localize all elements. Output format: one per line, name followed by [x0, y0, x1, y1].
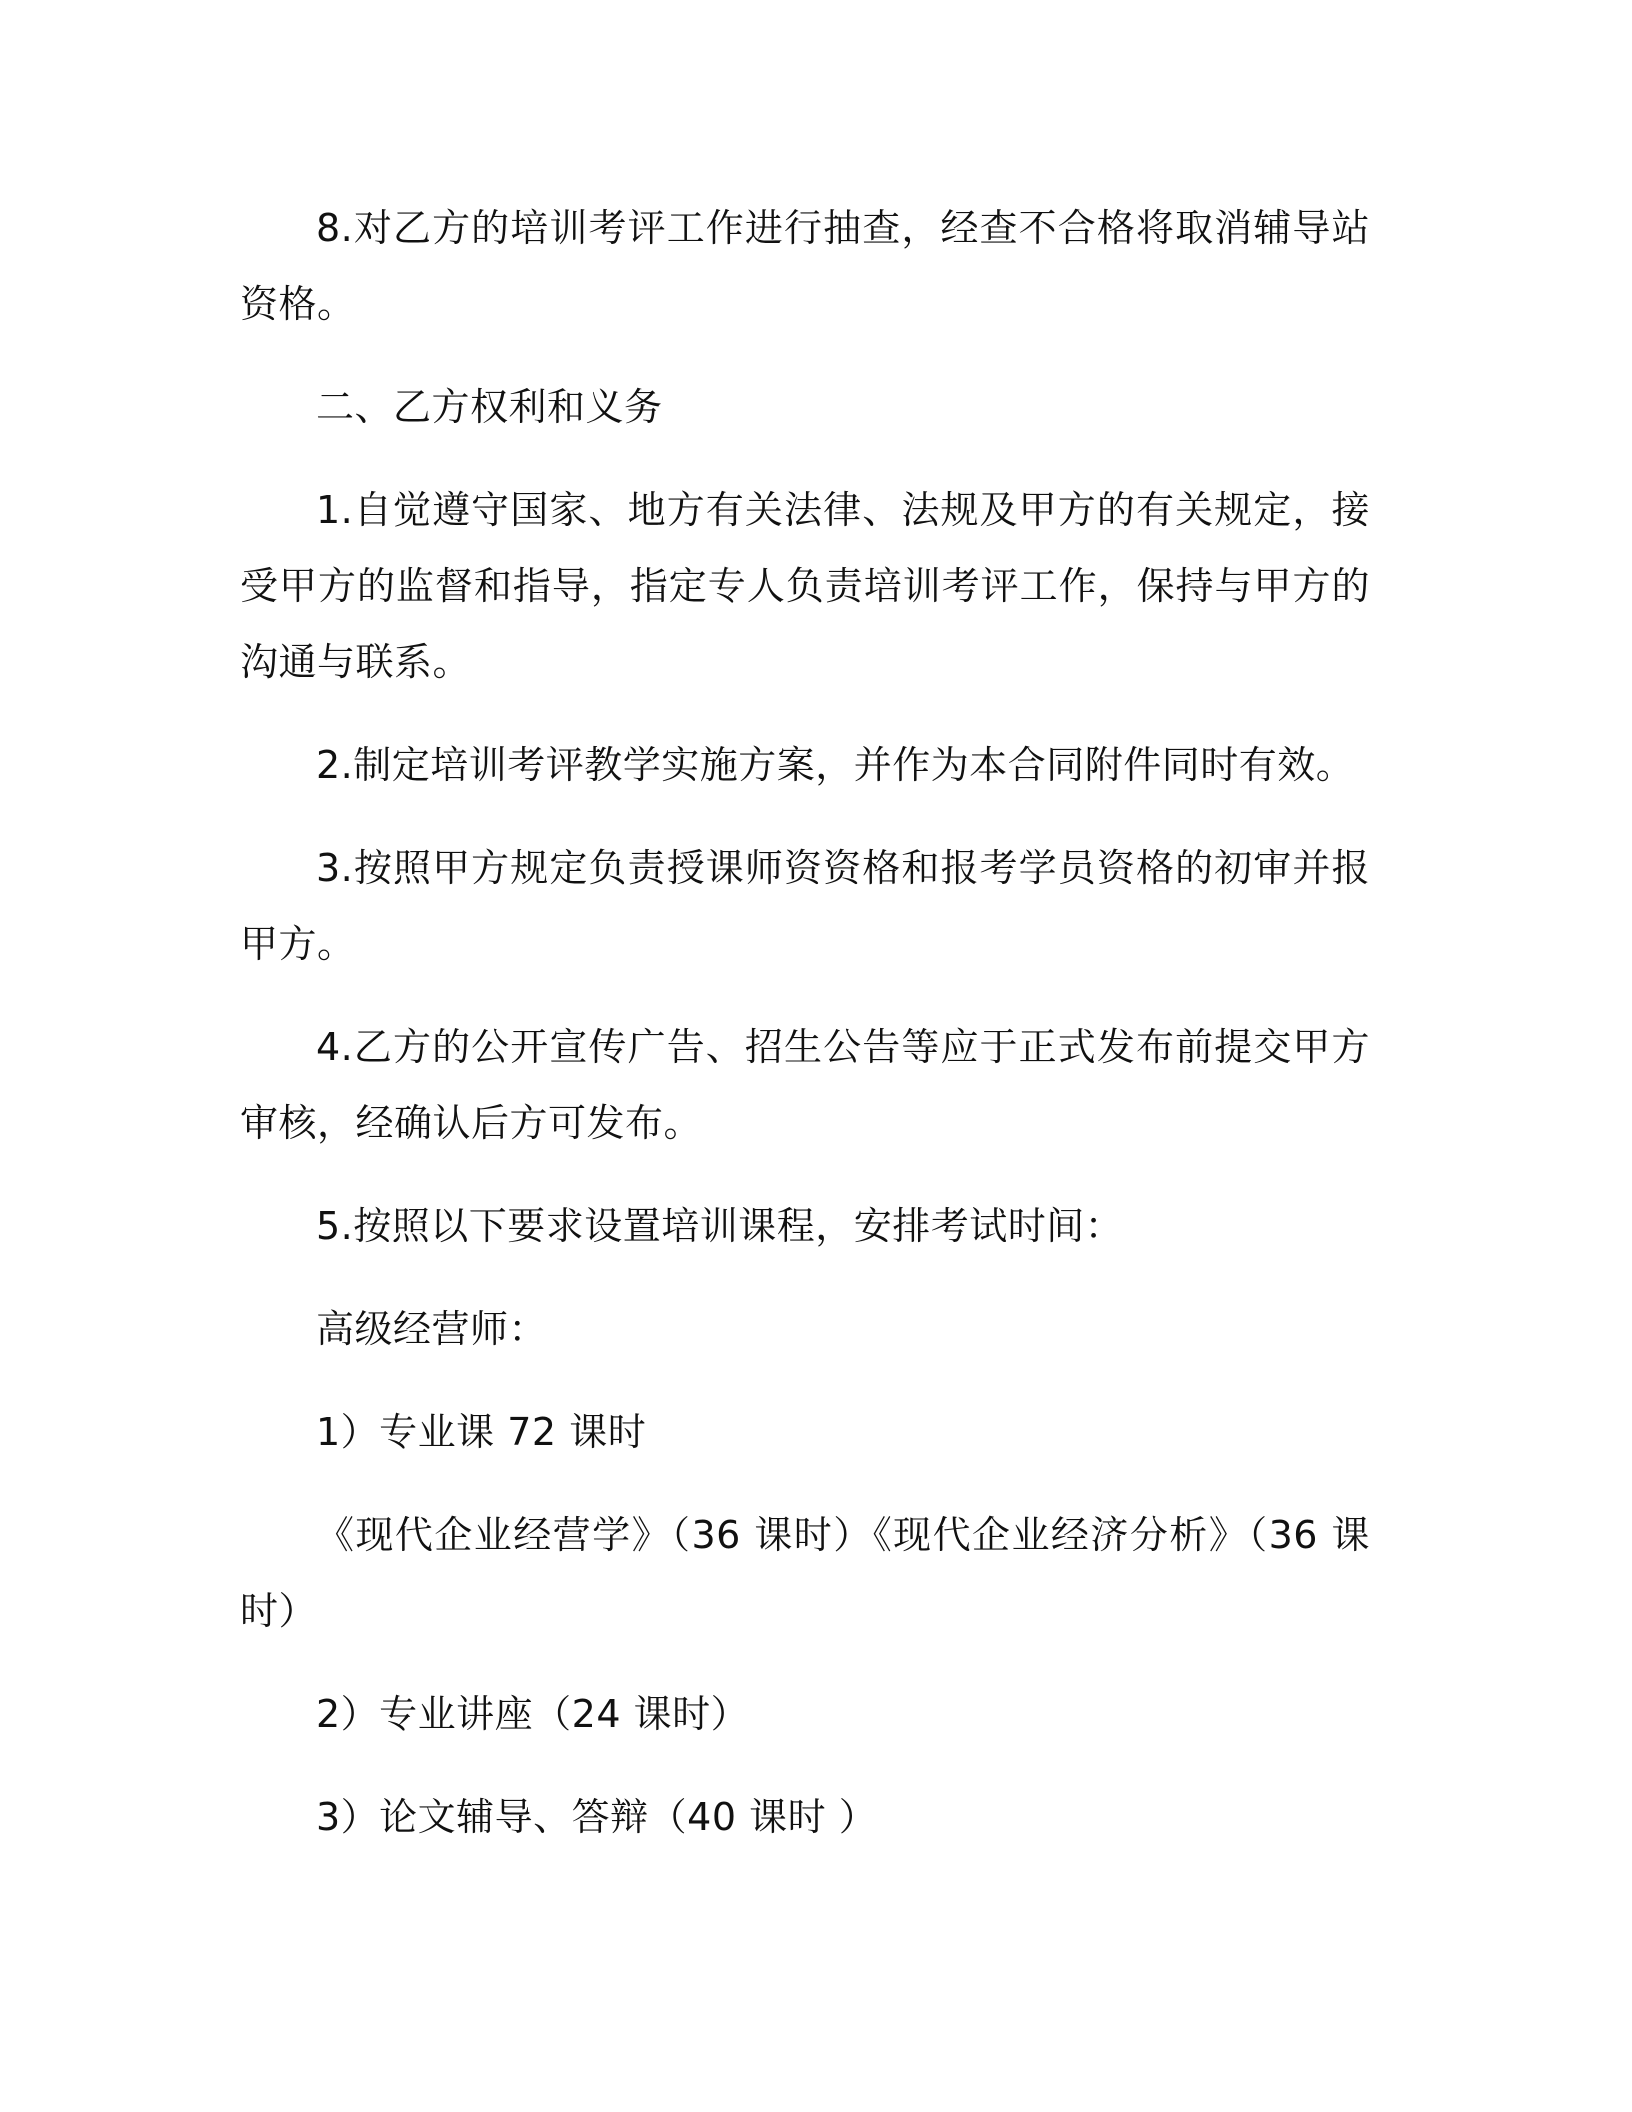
paragraph-obligation-4: 4.乙方的公开宣传广告、招生公告等应于正式发布前提交甲方审核，经确认后方可发布。	[240, 1025, 1370, 1145]
document-body	[240, 190, 1370, 1882]
course-item-2: 2）专业讲座（24 课时）	[316, 1692, 750, 1736]
course-item-3: 3）论文辅导、答辩（40 课时 ）	[316, 1795, 878, 1839]
course-item-1-detail: 《现代企业经营学》（36 课时）《现代企业经济分析》（36 课时）	[240, 1513, 1370, 1633]
paragraph-obligation-3: 3.按照甲方规定负责授课师资资格和报考学员资格的初审并报甲方。	[240, 846, 1370, 966]
paragraph-obligation-2: 2.制定培训考评教学实施方案，并作为本合同附件同时有效。	[316, 743, 1355, 787]
paragraph-obligation-5: 5.按照以下要求设置培训课程，安排考试时间：	[316, 1204, 1124, 1248]
paragraph-obligation-1: 1.自觉遵守国家、地方有关法律、法规及甲方的有关规定，接受甲方的监督和指导，指定专人负责培训考评工作，保持与甲方的沟通与联系。	[240, 488, 1370, 684]
course-item-1: 1）专业课 72 课时	[316, 1410, 647, 1454]
paragraph-inspection: 8.对乙方的培训考评工作进行抽查，经查不合格将取消辅导站资格。	[240, 206, 1370, 326]
course-level-heading: 高级经营师：	[316, 1307, 548, 1351]
section-heading-rights-obligations: 二、乙方权利和义务	[316, 385, 663, 429]
